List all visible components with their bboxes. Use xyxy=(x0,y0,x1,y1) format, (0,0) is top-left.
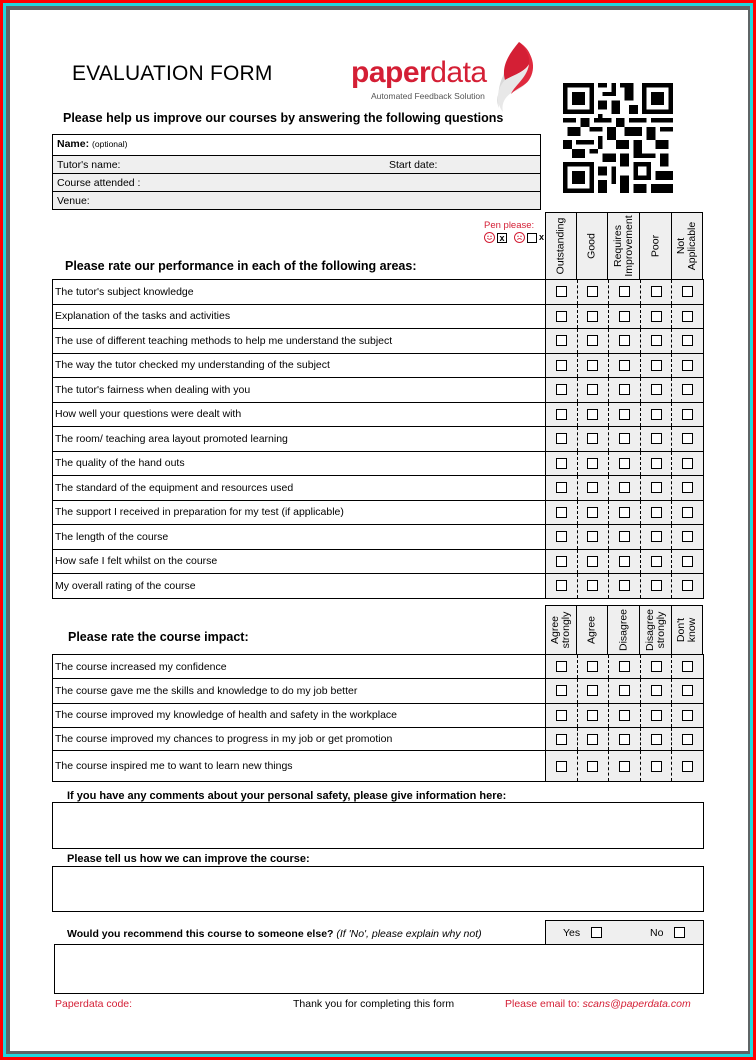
rating-cell xyxy=(577,500,609,525)
flame-logo-icon xyxy=(491,40,541,116)
rating-cell xyxy=(609,574,641,599)
rating-cell xyxy=(609,304,641,329)
performance-checkbox-not-applicable[interactable] xyxy=(682,556,693,567)
performance-checkbox-requires-improvement[interactable] xyxy=(619,458,630,469)
yes-checkbox[interactable] xyxy=(591,927,602,938)
rating-cell xyxy=(577,304,609,329)
performance-checkbox-not-applicable[interactable] xyxy=(682,409,693,420)
rating-cell xyxy=(546,525,578,550)
rating-cell xyxy=(546,378,578,403)
performance-column-headers xyxy=(545,212,703,280)
no-checkbox[interactable] xyxy=(674,927,685,938)
rating-cell xyxy=(640,500,672,525)
name-optional-note: (optional) xyxy=(92,139,128,149)
rating-cell xyxy=(546,679,578,704)
performance-checkbox-outstanding[interactable] xyxy=(556,580,567,591)
question-text: The course increased my confidence xyxy=(53,655,546,679)
thank-you-text: Thank you for completing this form xyxy=(293,998,455,1010)
rating-cell xyxy=(672,751,704,782)
impact-checkbox-disagree[interactable] xyxy=(619,710,630,721)
rating-row xyxy=(53,525,704,550)
form-title: EVALUATION FORM xyxy=(72,62,273,85)
question-text: How safe I felt whilst on the course xyxy=(53,549,546,574)
name-field[interactable] xyxy=(53,135,540,155)
performance-checkbox-good[interactable] xyxy=(587,433,598,444)
smiley-face-icon xyxy=(484,232,495,243)
performance-checkbox-not-applicable[interactable] xyxy=(682,531,693,542)
impact-checkbox-don-t-know[interactable] xyxy=(682,685,693,696)
performance-checkbox-outstanding[interactable] xyxy=(556,384,567,395)
rating-row xyxy=(53,549,704,574)
rating-row xyxy=(53,402,704,427)
performance-checkbox-good[interactable] xyxy=(587,556,598,567)
impact-checkbox-disagree[interactable] xyxy=(619,685,630,696)
rating-cell xyxy=(577,525,609,550)
rating-cell xyxy=(609,549,641,574)
performance-checkbox-requires-improvement[interactable] xyxy=(619,507,630,518)
rating-cell xyxy=(577,703,609,728)
performance-checkbox-poor[interactable] xyxy=(651,384,662,395)
impact-checkbox-agree-strongly[interactable] xyxy=(556,661,567,672)
rating-cell xyxy=(640,574,672,599)
question-text: The course improved my knowledge of health and safety in the workplace xyxy=(53,703,546,728)
performance-checkbox-not-applicable[interactable] xyxy=(682,335,693,346)
question-text: The room/ teaching area layout promoted learning xyxy=(53,427,546,452)
rating-cell xyxy=(577,549,609,574)
impact-checkbox-agree-strongly[interactable] xyxy=(556,761,567,772)
performance-checkbox-good[interactable] xyxy=(587,335,598,346)
tutor-name-field[interactable] xyxy=(53,155,540,173)
performance-checkbox-good[interactable] xyxy=(587,482,598,493)
impact-checkbox-agree[interactable] xyxy=(587,710,598,721)
rating-row xyxy=(53,703,704,728)
question-text: The support I received in preparation for my test (if applicable) xyxy=(53,500,546,525)
rating-row xyxy=(53,655,704,679)
performance-checkbox-poor[interactable] xyxy=(651,360,662,371)
performance-checkbox-not-applicable[interactable] xyxy=(682,384,693,395)
rating-cell xyxy=(546,500,578,525)
rating-cell xyxy=(546,574,578,599)
performance-checkbox-poor[interactable] xyxy=(651,507,662,518)
venue-label: Venue: xyxy=(57,195,90,207)
rating-cell xyxy=(577,655,609,679)
rating-cell xyxy=(609,703,641,728)
col-header-disagree-strongly: Disagree strongly xyxy=(640,605,672,655)
yes-label: Yes xyxy=(563,927,581,939)
rating-cell xyxy=(609,500,641,525)
question-text: The course gave me the skills and knowledge to do my job better xyxy=(53,679,546,704)
rating-row xyxy=(53,378,704,403)
rating-cell xyxy=(577,329,609,354)
rating-cell xyxy=(609,280,641,305)
rating-row xyxy=(53,574,704,599)
performance-checkbox-good[interactable] xyxy=(587,531,598,542)
rating-row xyxy=(53,451,704,476)
impact-checkbox-disagree[interactable] xyxy=(619,661,630,672)
rating-cell xyxy=(546,655,578,679)
rating-cell xyxy=(640,402,672,427)
qr-code xyxy=(563,83,673,193)
logo-brand-light: data xyxy=(430,56,487,89)
rating-row xyxy=(53,500,704,525)
question-text: The course inspired me to want to learn new things xyxy=(53,751,546,782)
rating-cell xyxy=(546,280,578,305)
performance-checkbox-good[interactable] xyxy=(587,360,598,371)
rating-cell xyxy=(672,476,704,501)
recommend-explanation-box[interactable] xyxy=(54,944,704,994)
recommend-question xyxy=(67,928,482,940)
rating-cell xyxy=(672,703,704,728)
pen-instructions xyxy=(484,220,544,243)
performance-checkbox-outstanding[interactable] xyxy=(556,409,567,420)
paperdata-code-label: Paperdata code: xyxy=(55,998,133,1010)
question-text: The quality of the hand outs xyxy=(53,451,546,476)
safety-comment-label: If you have any comments about your personal safety, please give information here: xyxy=(67,790,507,802)
paperdata-logo xyxy=(351,38,551,118)
rating-cell xyxy=(640,304,672,329)
logo-tagline: Automated Feedback Solution xyxy=(371,91,485,101)
impact-checkbox-disagree-strongly[interactable] xyxy=(651,661,662,672)
performance-checkbox-outstanding[interactable] xyxy=(556,286,567,297)
performance-checkbox-good[interactable] xyxy=(587,458,598,469)
rating-row xyxy=(53,280,704,305)
impact-rating-table xyxy=(52,654,704,782)
email-prefix: Please email to: xyxy=(505,998,580,1010)
impact-checkbox-disagree-strongly[interactable] xyxy=(651,685,662,696)
performance-checkbox-requires-improvement[interactable] xyxy=(619,360,630,371)
impact-checkbox-agree[interactable] xyxy=(587,761,598,772)
rating-cell xyxy=(609,525,641,550)
impact-checkbox-disagree-strongly[interactable] xyxy=(651,734,662,745)
form-subtitle: Please help us improve our courses by answering the following questions xyxy=(63,111,504,125)
rating-cell xyxy=(546,751,578,782)
performance-checkbox-outstanding[interactable] xyxy=(556,531,567,542)
impact-checkbox-agree-strongly[interactable] xyxy=(556,734,567,745)
rating-cell xyxy=(640,655,672,679)
rating-cell xyxy=(577,751,609,782)
email-link[interactable]: scans@paperdata.com xyxy=(582,998,691,1010)
performance-checkbox-requires-improvement[interactable] xyxy=(619,384,630,395)
rating-row xyxy=(53,728,704,751)
col-header-good: Good xyxy=(577,212,608,280)
venue-field[interactable] xyxy=(53,191,540,209)
rating-cell xyxy=(546,451,578,476)
question-text: The length of the course xyxy=(53,525,546,550)
rating-cell xyxy=(609,451,641,476)
performance-checkbox-requires-improvement[interactable] xyxy=(619,433,630,444)
performance-checkbox-good[interactable] xyxy=(587,311,598,322)
course-attended-field[interactable] xyxy=(53,173,540,191)
impact-column-headers xyxy=(545,605,703,655)
rating-cell xyxy=(640,549,672,574)
tutor-name-label: Tutor's name: xyxy=(57,159,121,171)
sad-face-icon xyxy=(514,232,525,243)
recommend-yes-no xyxy=(545,920,704,944)
rating-cell xyxy=(672,280,704,305)
performance-checkbox-not-applicable[interactable] xyxy=(682,286,693,297)
rating-cell xyxy=(577,728,609,751)
performance-checkbox-not-applicable[interactable] xyxy=(682,311,693,322)
rating-cell xyxy=(546,703,578,728)
col-header-outstanding: Outstanding xyxy=(545,212,577,280)
improve-comment-box[interactable] xyxy=(52,866,704,912)
performance-checkbox-good[interactable] xyxy=(587,286,598,297)
performance-checkbox-requires-improvement[interactable] xyxy=(619,286,630,297)
rating-cell xyxy=(672,655,704,679)
rating-cell xyxy=(609,679,641,704)
rating-cell xyxy=(672,353,704,378)
rating-row xyxy=(53,329,704,354)
rating-cell xyxy=(672,728,704,751)
performance-checkbox-requires-improvement[interactable] xyxy=(619,482,630,493)
performance-checkbox-outstanding[interactable] xyxy=(556,433,567,444)
impact-heading: Please rate the course impact: xyxy=(68,630,249,644)
performance-checkbox-poor[interactable] xyxy=(651,531,662,542)
performance-checkbox-not-applicable[interactable] xyxy=(682,360,693,371)
question-text: The course improved my chances to progress in my job or get promotion xyxy=(53,728,546,751)
performance-checkbox-outstanding[interactable] xyxy=(556,507,567,518)
rating-cell xyxy=(640,329,672,354)
impact-checkbox-agree-strongly[interactable] xyxy=(556,710,567,721)
question-text: The tutor's fairness when dealing with you xyxy=(53,378,546,403)
start-date-label[interactable]: Start date: xyxy=(389,159,438,171)
performance-checkbox-good[interactable] xyxy=(587,507,598,518)
performance-checkbox-poor[interactable] xyxy=(651,409,662,420)
rating-cell xyxy=(546,329,578,354)
rating-cell xyxy=(546,402,578,427)
impact-checkbox-agree[interactable] xyxy=(587,685,598,696)
col-header-agree-strongly: Agree strongly xyxy=(545,605,577,655)
rating-cell xyxy=(546,427,578,452)
impact-checkbox-agree[interactable] xyxy=(587,734,598,745)
performance-checkbox-poor[interactable] xyxy=(651,580,662,591)
rating-row xyxy=(53,427,704,452)
performance-checkbox-outstanding[interactable] xyxy=(556,311,567,322)
rating-cell xyxy=(577,476,609,501)
rating-cell xyxy=(672,451,704,476)
rating-cell xyxy=(672,378,704,403)
col-header-dont-know: Don't know xyxy=(672,605,703,655)
rating-cell xyxy=(546,353,578,378)
col-header-not-applicable: Not Applicable xyxy=(672,212,703,280)
performance-checkbox-outstanding[interactable] xyxy=(556,360,567,371)
rating-cell xyxy=(577,451,609,476)
rating-cell xyxy=(577,427,609,452)
rating-row xyxy=(53,751,704,782)
rating-cell xyxy=(672,525,704,550)
rating-cell xyxy=(672,402,704,427)
rating-cell xyxy=(609,353,641,378)
question-text: Explanation of the tasks and activities xyxy=(53,304,546,329)
question-text: The standard of the equipment and resources used xyxy=(53,476,546,501)
rating-cell xyxy=(609,728,641,751)
performance-checkbox-requires-improvement[interactable] xyxy=(619,409,630,420)
rating-cell xyxy=(672,427,704,452)
rating-cell xyxy=(546,549,578,574)
rating-cell xyxy=(577,378,609,403)
performance-heading: Please rate our performance in each of the following areas: xyxy=(65,259,417,273)
impact-checkbox-agree-strongly[interactable] xyxy=(556,685,567,696)
performance-checkbox-requires-improvement[interactable] xyxy=(619,335,630,346)
performance-checkbox-requires-improvement[interactable] xyxy=(619,580,630,591)
impact-checkbox-don-t-know[interactable] xyxy=(682,734,693,745)
rating-cell xyxy=(640,476,672,501)
question-text: My overall rating of the course xyxy=(53,574,546,599)
rating-cell xyxy=(546,304,578,329)
performance-rating-table xyxy=(52,279,704,599)
rating-cell xyxy=(672,549,704,574)
rating-cell xyxy=(609,751,641,782)
logo-wordmark xyxy=(351,56,487,90)
impact-checkbox-disagree[interactable] xyxy=(619,734,630,745)
evaluation-form-page xyxy=(10,10,748,1051)
rating-cell xyxy=(640,427,672,452)
performance-checkbox-outstanding[interactable] xyxy=(556,482,567,493)
performance-checkbox-poor[interactable] xyxy=(651,286,662,297)
rating-cell xyxy=(546,476,578,501)
impact-checkbox-agree[interactable] xyxy=(587,661,598,672)
performance-checkbox-outstanding[interactable] xyxy=(556,556,567,567)
name-label: Name: xyxy=(57,138,90,150)
pen-please-label: Pen please: xyxy=(484,220,535,231)
rating-row xyxy=(53,679,704,704)
rating-cell xyxy=(672,574,704,599)
rating-cell xyxy=(609,329,641,354)
performance-checkbox-good[interactable] xyxy=(587,580,598,591)
recommend-note: (If 'No', please explain why not) xyxy=(336,928,482,940)
rating-row xyxy=(53,476,704,501)
participant-info-box xyxy=(52,134,541,210)
impact-checkbox-don-t-know[interactable] xyxy=(682,710,693,721)
course-attended-label: Course attended : xyxy=(57,177,141,189)
logo-brand-bold: paper xyxy=(351,56,431,89)
performance-checkbox-good[interactable] xyxy=(587,409,598,420)
performance-checkbox-poor[interactable] xyxy=(651,458,662,469)
rating-cell xyxy=(609,655,641,679)
impact-checkbox-don-t-know[interactable] xyxy=(682,761,693,772)
question-text: The way the tutor checked my understanding of the subject xyxy=(53,353,546,378)
performance-checkbox-outstanding[interactable] xyxy=(556,335,567,346)
rating-cell xyxy=(640,751,672,782)
rating-row xyxy=(53,304,704,329)
rating-row xyxy=(53,353,704,378)
question-text: The tutor's subject knowledge xyxy=(53,280,546,305)
rating-cell xyxy=(640,280,672,305)
impact-checkbox-disagree-strongly[interactable] xyxy=(651,761,662,772)
rating-cell xyxy=(609,402,641,427)
performance-checkbox-poor[interactable] xyxy=(651,335,662,346)
improve-comment-label: Please tell us how we can improve the course: xyxy=(67,853,310,865)
rating-cell xyxy=(672,304,704,329)
performance-checkbox-poor[interactable] xyxy=(651,482,662,493)
performance-checkbox-not-applicable[interactable] xyxy=(682,458,693,469)
impact-checkbox-don-t-know[interactable] xyxy=(682,661,693,672)
performance-checkbox-requires-improvement[interactable] xyxy=(619,311,630,322)
rating-cell xyxy=(546,728,578,751)
rating-cell xyxy=(640,378,672,403)
rating-cell xyxy=(672,679,704,704)
performance-checkbox-not-applicable[interactable] xyxy=(682,507,693,518)
rating-cell xyxy=(577,353,609,378)
recommend-label: Would you recommend this course to someone else? xyxy=(67,928,334,940)
col-header-agree: Agree xyxy=(577,605,608,655)
wrong-mark-x-icon: x xyxy=(539,232,545,242)
rating-cell xyxy=(640,679,672,704)
rating-cell xyxy=(640,703,672,728)
no-label: No xyxy=(650,927,664,939)
rating-cell xyxy=(640,353,672,378)
performance-checkbox-requires-improvement[interactable] xyxy=(619,556,630,567)
question-text: The use of different teaching methods to help me understand the subject xyxy=(53,329,546,354)
performance-checkbox-poor[interactable] xyxy=(651,311,662,322)
rating-cell xyxy=(609,476,641,501)
question-text: How well your questions were dealt with xyxy=(53,402,546,427)
safety-comment-box[interactable] xyxy=(52,802,704,849)
wrong-mark-example-icon xyxy=(527,233,537,243)
performance-checkbox-not-applicable[interactable] xyxy=(682,580,693,591)
impact-checkbox-disagree-strongly[interactable] xyxy=(651,710,662,721)
email-instruction xyxy=(505,998,691,1010)
col-header-requires-improvement: Requires Improvement xyxy=(608,212,640,280)
performance-checkbox-outstanding[interactable] xyxy=(556,458,567,469)
performance-checkbox-not-applicable[interactable] xyxy=(682,482,693,493)
rating-cell xyxy=(640,525,672,550)
performance-checkbox-requires-improvement[interactable] xyxy=(619,531,630,542)
rating-cell xyxy=(577,402,609,427)
rating-cell xyxy=(609,378,641,403)
rating-cell xyxy=(609,427,641,452)
rating-cell xyxy=(577,574,609,599)
col-header-poor: Poor xyxy=(640,212,672,280)
rating-cell xyxy=(640,451,672,476)
performance-checkbox-good[interactable] xyxy=(587,384,598,395)
correct-mark-example-icon: x xyxy=(497,233,507,243)
rating-cell xyxy=(672,329,704,354)
performance-checkbox-not-applicable[interactable] xyxy=(682,433,693,444)
rating-cell xyxy=(577,280,609,305)
impact-checkbox-disagree[interactable] xyxy=(619,761,630,772)
rating-cell xyxy=(640,728,672,751)
performance-checkbox-poor[interactable] xyxy=(651,433,662,444)
rating-cell xyxy=(672,500,704,525)
performance-checkbox-poor[interactable] xyxy=(651,556,662,567)
col-header-disagree: Disagree xyxy=(608,605,640,655)
rating-cell xyxy=(577,679,609,704)
